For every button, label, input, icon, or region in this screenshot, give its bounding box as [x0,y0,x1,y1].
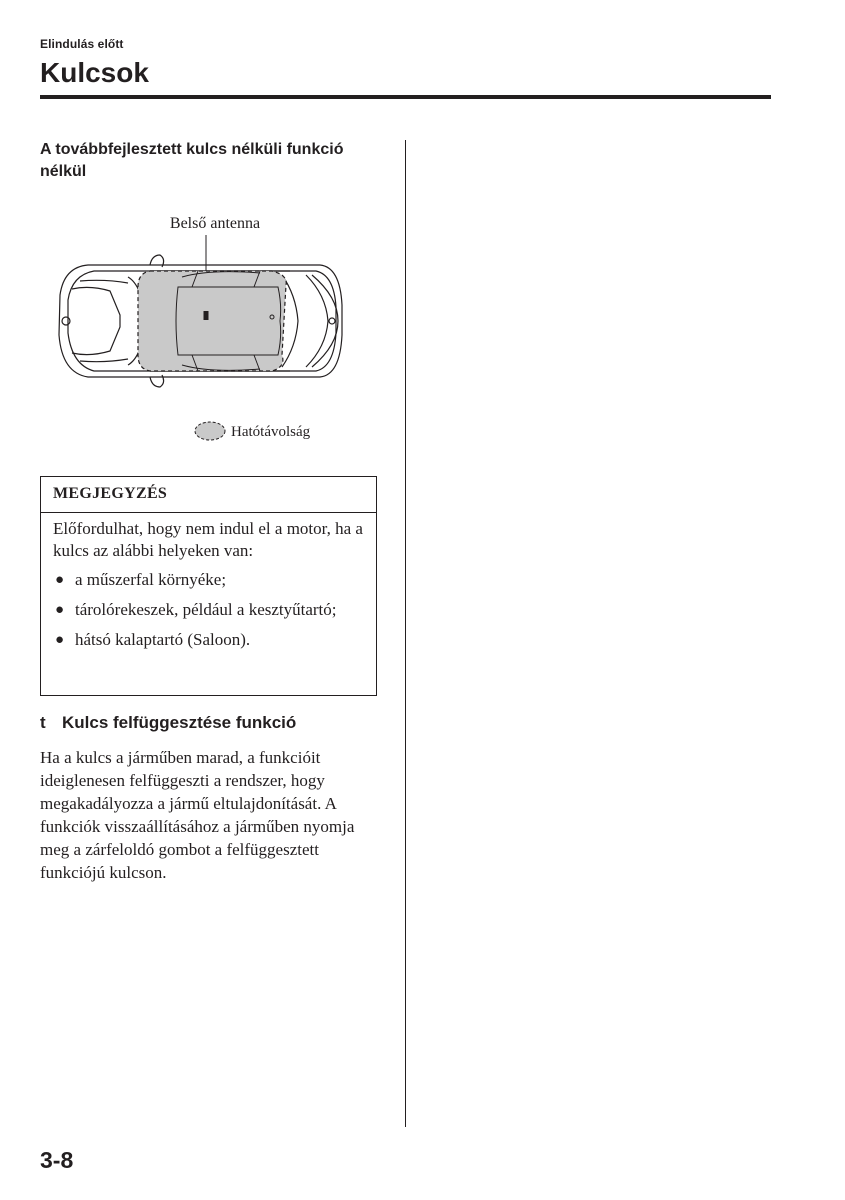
antenna-marker [204,311,209,320]
page-title: Kulcsok [40,57,149,88]
bullet-icon: ● [55,602,65,618]
column-divider [405,140,406,1127]
list-item: ● hátsó kalaptartó (Saloon). [55,630,251,649]
range-legend-swatch [195,422,225,440]
list-item: ● a műszerfal környéke; [55,570,227,589]
antenna-label: Belső antenna [169,215,261,232]
range-area [138,271,286,371]
note-list [53,569,366,651]
function-paragraph: Ha a kulcs a járműben marad, a funkcióit ideiglenesen felfüggeszti a rendszer, hogy megakadályozza a jármű eltulajdonítását. A funkciók visszaállításához a járműben nyomja meg a zárfeloldó gombot a felfüggesztett funkciójú kulcson. [40,748,355,882]
title-rule [40,95,771,99]
range-legend-label: Hatótávolság [231,424,311,440]
subsection-heading: A továbbfejlesztett kulcs nélküli funkció nélkül [40,141,344,180]
heading-marker: t [40,713,46,732]
note-body [41,513,376,651]
car-top-view-illustration [50,205,350,455]
function-heading [40,711,400,735]
car-antenna-diagram [50,205,350,455]
bullet-icon: ● [55,632,65,648]
section-label: Elindulás előtt [40,37,124,51]
bullet-icon: ● [55,572,65,588]
note-title: MEGJEGYZÉS [41,477,376,513]
function-heading-text: Kulcs felfüggesztése funkció [62,713,297,732]
list-item: ● tárolórekeszek, például a kesztyűtartó; [55,600,337,619]
page-number: 3-8 [40,1147,74,1173]
note-box [40,476,377,696]
note-intro: Előfordulhat, hogy nem indul el a motor, ha a kulcs az alábbi helyeken van: [53,519,363,560]
